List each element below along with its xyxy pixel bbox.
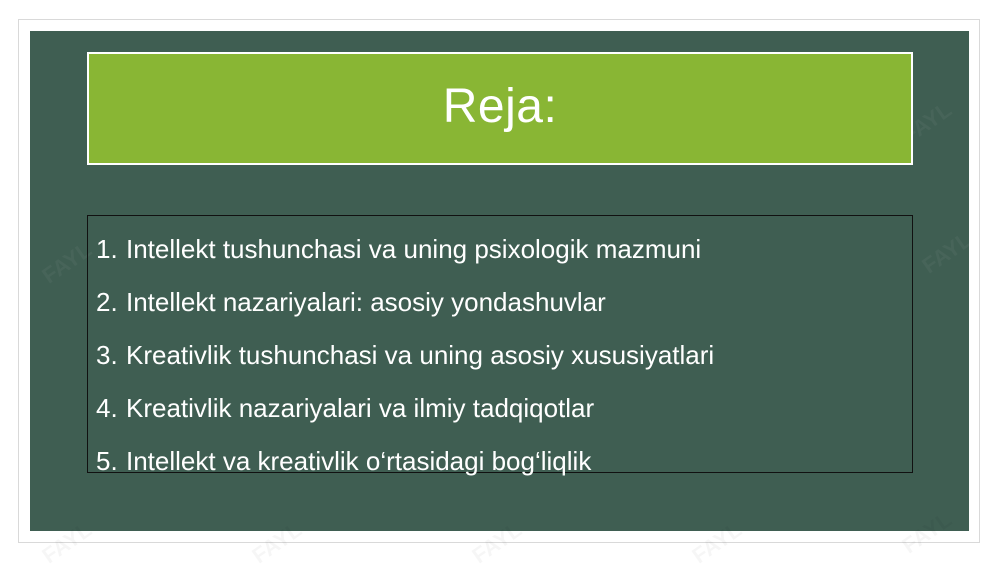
item-text: Kreativlik nazariyalari va ilmiy tadqiqotlar [126,393,595,423]
outline-list [96,234,714,499]
item-text: Kreativlik tushunchasi va uning asosiy xususiyatlari [126,340,715,370]
list-item [96,340,714,393]
list-item [96,287,714,340]
item-text: Intellekt tushunchasi va uning psixologik mazmuni [126,234,702,264]
list-item [96,393,714,446]
item-text: Intellekt nazariyalari: asosiy yondashuvlar [126,287,606,317]
list-item [96,446,714,499]
item-number: 1. [96,234,118,264]
title-band [87,52,913,165]
item-number: 2. [96,287,118,317]
item-number: 4. [96,393,118,423]
item-number: 3. [96,340,118,370]
item-number: 5. [96,446,118,476]
item-text: Intellekt va kreativlik o‘rtasidagi bog‘liqlik [126,446,592,476]
slide-title: Reja: [442,80,558,133]
list-item [96,234,714,287]
outline-box [87,215,913,476]
